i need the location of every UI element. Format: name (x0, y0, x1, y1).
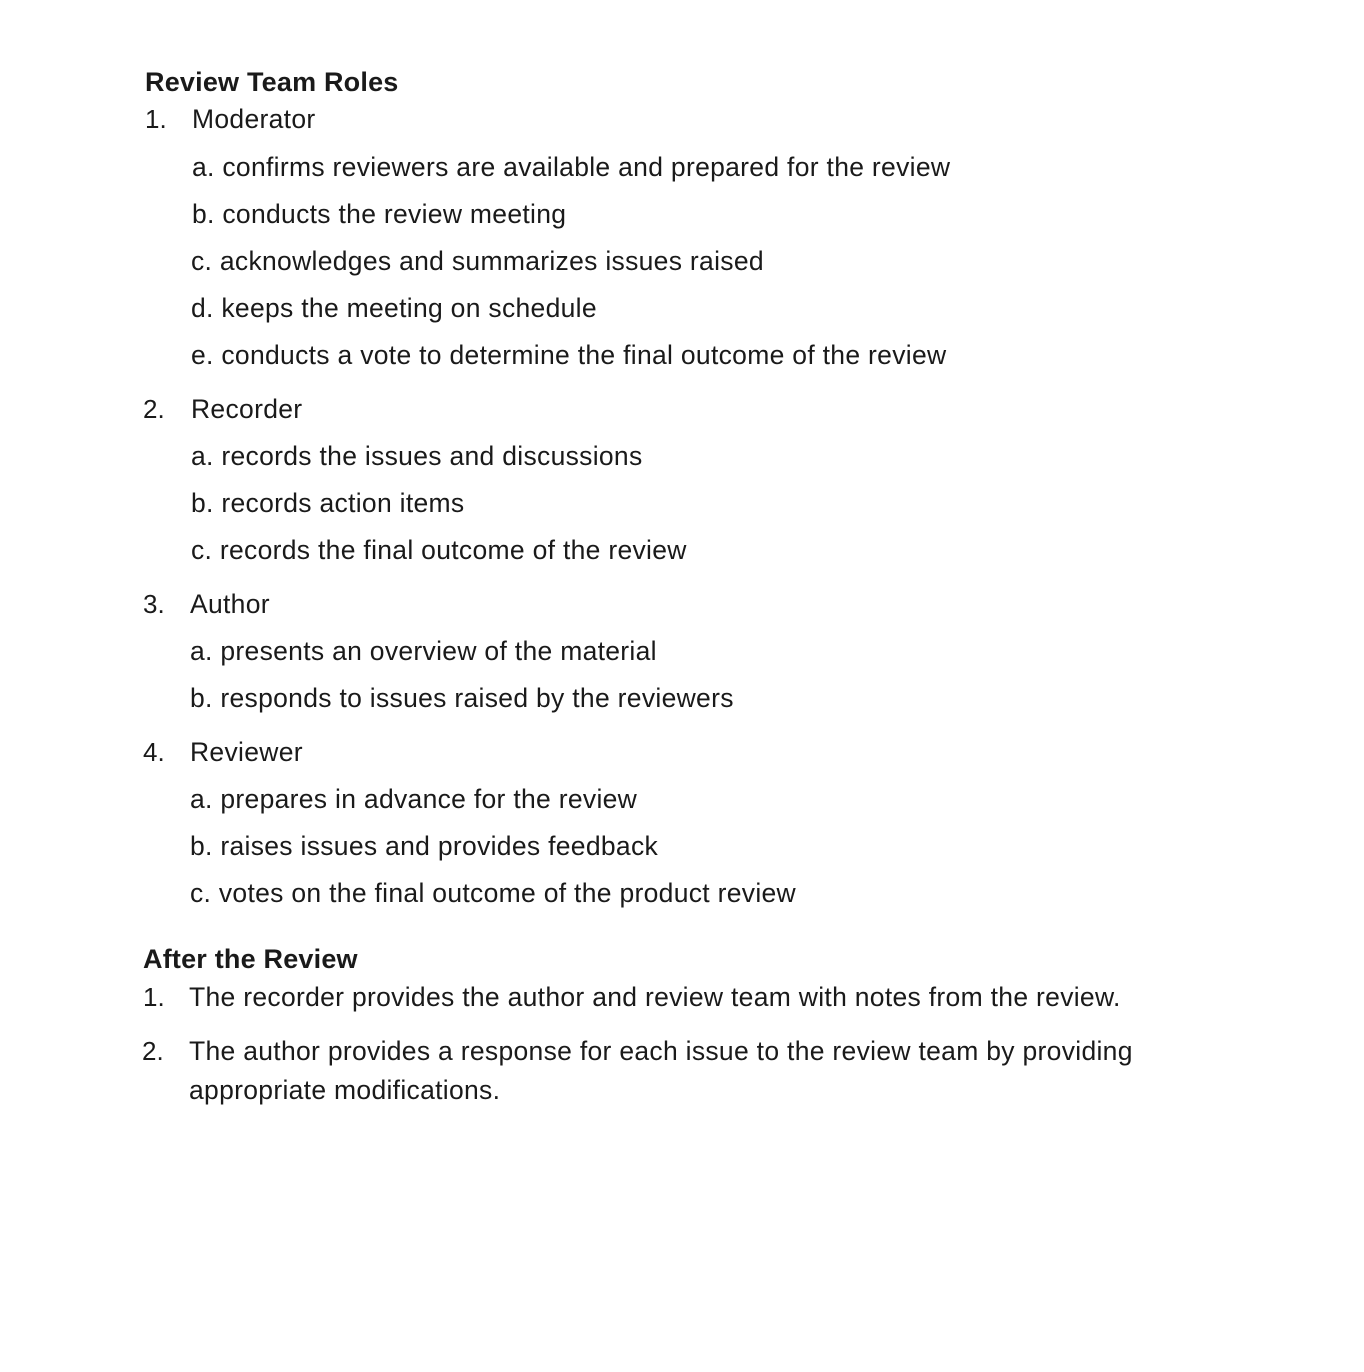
role-duty: b. responds to issues raised by the reviewers (190, 683, 734, 713)
role-duty: e. conducts a vote to determine the final outcome of the review (191, 340, 947, 370)
role-duty: c. records the final outcome of the review (191, 535, 687, 565)
step-text: The recorder provides the author and review team with notes from the review. (189, 982, 1121, 1012)
role-duty: c. votes on the final outcome of the product review (190, 878, 796, 908)
section-heading-after-review: After the Review (143, 944, 358, 974)
role-duty: a. presents an overview of the material (190, 636, 657, 666)
role-number: 2. (143, 394, 165, 424)
role-name-moderator: Moderator (192, 104, 316, 134)
step-number: 2. (142, 1036, 164, 1066)
role-duty: a. confirms reviewers are available and prepared for the review (192, 152, 951, 182)
role-name-author: Author (190, 589, 270, 619)
role-duty: a. prepares in advance for the review (190, 784, 638, 814)
step-number: 1. (143, 982, 165, 1012)
role-duty: b. records action items (191, 488, 465, 518)
role-duty: a. records the issues and discussions (191, 441, 643, 471)
role-duty: b. conducts the review meeting (192, 199, 567, 229)
role-name-reviewer: Reviewer (190, 737, 303, 767)
section-heading-team-roles: Review Team Roles (145, 67, 399, 97)
role-name-recorder: Recorder (191, 394, 303, 424)
role-duty: c. acknowledges and summarizes issues raised (191, 246, 764, 276)
step-text: The author provides a response for each issue to the review team by providing (189, 1036, 1133, 1066)
role-number: 4. (143, 737, 165, 767)
step-text: appropriate modifications. (189, 1075, 501, 1105)
role-number: 1. (145, 104, 167, 134)
role-duty: b. raises issues and provides feedback (190, 831, 659, 861)
role-number: 3. (143, 589, 165, 619)
role-duty: d. keeps the meeting on schedule (191, 293, 597, 323)
